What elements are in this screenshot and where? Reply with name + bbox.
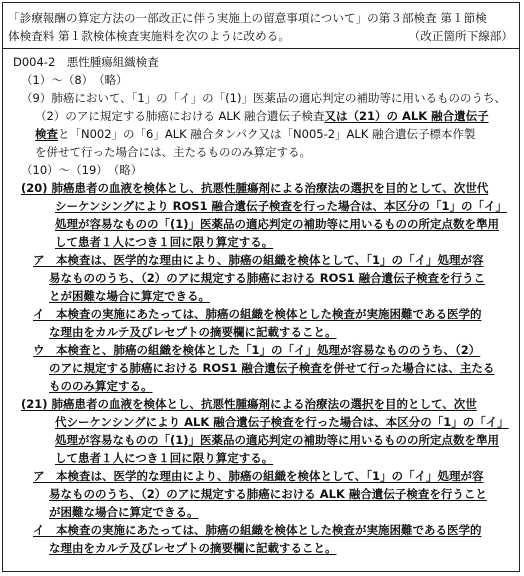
header-line-2: 体検査料 第１款検体検査実施料を次のように改める。 — [8, 29, 290, 43]
revision-note: （改正箇所下線部） — [408, 29, 513, 43]
paragraph-9-line — [13, 107, 509, 125]
paragraph-20-i-line: な理由をカルテ及びレセプトの摘要欄に記載すること。 — [49, 325, 337, 339]
header-divider — [3, 48, 519, 49]
paragraph-20-line: シーケンシングにより ROS1 融合遺伝子検査を行った場合は、本区分の「1」の「イ」 — [55, 199, 508, 213]
paragraph-21-a-line: 易なもののうち、（2）のアに規定する肺癌における ALK 融合遺伝子検査を行うこと — [49, 487, 487, 501]
paragraph-21-line: 代シーケンシングにより ALK 融合遺伝子検査を行った場合は、本区分の「1」の「イ」 — [55, 415, 509, 429]
paragraph-9-line: （9）肺癌において、「1」の「イ」の「(1)」医薬品の適応判定の補助等に用いるもののうち、 — [21, 91, 506, 105]
text-segment: と「N002」の「6」ALK 融合タンパク又は「N005-2」ALK 融合遺伝子標本作製 — [58, 127, 476, 141]
paragraph-21-a-line: が困難な場合に算定できる。 — [49, 505, 199, 519]
paragraph-9-line — [13, 125, 509, 143]
paragraph-20-a-line: ア 本検査は、医学的な理由により、肺癌の組織を検体として、「1」の「イ」処理が容 — [33, 253, 484, 267]
paragraph-20-line: (20) 肺癌患者の血液を検体とし、抗悪性腫瘍剤による治療法の選択を目的として、次世代 — [21, 181, 489, 195]
paragraph-20-a-line: 易なもののうち、（2）のアに規定する肺癌における ROS1 融合遺伝子検査を行うこ — [49, 271, 486, 285]
paragraph-21-a-line: ア 本検査は、医学的な理由により、肺癌の組織を検体として、「1」の「イ」処理が容 — [33, 469, 484, 483]
paragraph-20-u-line: ウ 本検査と、肺癌の組織を検体とした「1」の「イ」処理が容易なもののうち、（2） — [33, 343, 481, 357]
underlined-insert: 又は（21）の ALK 融合遺伝子 — [324, 109, 489, 123]
paragraph-21-i-line: な理由をカルテ及びレセプトの摘要欄に記載すること。 — [49, 541, 337, 555]
paragraph-20-line: して患者１人につき１回に限り算定する。 — [55, 235, 274, 249]
text-segment: （2）のアに規定する肺癌における ALK 融合遺伝子検査 — [35, 109, 325, 123]
underlined-insert: 検査 — [35, 127, 58, 141]
paragraph-20-i-line: イ 本検査の実施にあたっては、肺癌の組織を検体とした検査が実施困難である医学的 — [33, 307, 482, 321]
paragraph-20-line: 処理が容易なものの「(1)」医薬品の適応判定の補助等に用いるものの所定点数を準用 — [55, 217, 500, 231]
paragraph-21-line: 処理が容易なものの「(1)」医薬品の適応判定の補助等に用いるものの所定点数を準用 — [55, 433, 500, 447]
document-header — [8, 9, 513, 45]
paragraph-21-line: して患者１人につき１回に限り算定する。 — [55, 451, 274, 465]
document-frame — [2, 2, 520, 572]
paragraph-1-8: （1）～（8） （略） — [21, 73, 128, 87]
paragraph-20-u-line: のアに規定する肺癌における ROS1 融合遺伝子検査を併せて行った場合には、主たる — [49, 361, 495, 375]
paragraph-21-i-line: イ 本検査の実施にあたっては、肺癌の組織を検体とした検査が実施困難である医学的 — [33, 523, 482, 537]
header-line-1: 「診療報酬の算定方法の一部改正に伴う実施上の留意事項について」の第３部検査 第１節検 — [8, 11, 487, 25]
paragraph-20-u-line: もののみ算定する。 — [49, 379, 153, 393]
paragraph-20-a-line: とが困難な場合に算定できる。 — [49, 289, 210, 303]
paragraph-21-line: (21) 肺癌患者の血液を検体とし、抗悪性腫瘍剤による治療法の選択を目的として、次世 — [21, 397, 477, 411]
paragraph-9-line: を併せて行った場合には、主たるもののみ算定する。 — [35, 145, 311, 159]
paragraph-10-19: （10）～（19） （略） — [21, 163, 143, 177]
document-body — [13, 53, 509, 557]
item-code-heading: D004-2 悪性腫瘍組織検査 — [13, 55, 159, 69]
